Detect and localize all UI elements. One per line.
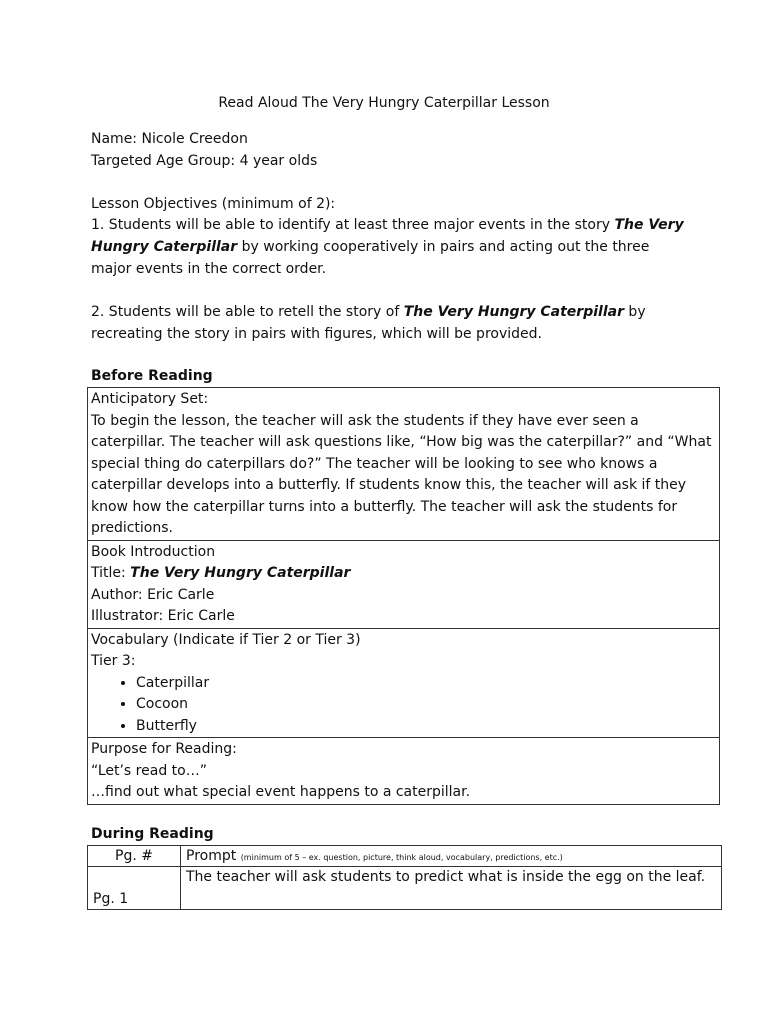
page-column-header: Pg. # bbox=[88, 846, 181, 867]
vocabulary-cell bbox=[88, 628, 719, 738]
anticipatory-set-text: To begin the lesson, the teacher will ask the students if they have ever seen a caterpillar. The teacher will ask questions like, “How big was the caterpillar?” and “What special thing do caterpillars do?” The teacher will be looking to see who knows a caterpillar develops into a butterfly. If students know this, the teacher will ask if they know how the caterpillar turns into a butterfly. The teacher will ask the students for predictions. bbox=[91, 412, 712, 536]
age-line bbox=[91, 150, 731, 172]
objective-1-book-title: The Very Hungry Caterpillar bbox=[91, 217, 684, 255]
purpose-cell bbox=[88, 737, 719, 804]
page-cell: Pg. 1 bbox=[88, 867, 181, 910]
anticipatory-set-cell bbox=[88, 388, 719, 540]
age-label: Targeted Age Group: bbox=[91, 153, 240, 169]
book-title-value: The Very Hungry Caterpillar bbox=[130, 565, 351, 581]
author-line bbox=[91, 585, 716, 607]
objective-1 bbox=[91, 214, 691, 280]
objective-2-pre: 2. Students will be able to retell the story of bbox=[91, 304, 404, 320]
name-line bbox=[91, 128, 731, 150]
before-reading-box bbox=[87, 387, 720, 805]
objective-2-post: by recreating the story in pairs with figures, which will be provided. bbox=[91, 304, 646, 342]
vocabulary-item: • Caterpillar bbox=[136, 673, 716, 695]
prompt-column-header bbox=[181, 846, 722, 867]
table-header-row bbox=[88, 846, 722, 867]
vocabulary-item: • Butterfly bbox=[136, 716, 716, 738]
prompt-header-note: (minimum of 5 – ex. question, picture, think aloud, vocabulary, predictions, etc.) bbox=[240, 853, 563, 862]
book-introduction-cell bbox=[88, 540, 719, 628]
vocabulary-label: Vocabulary (Indicate if Tier 2 or Tier 3) bbox=[91, 631, 361, 648]
anticipatory-set-label: Anticipatory Set: bbox=[91, 391, 209, 407]
objective-1-post: by working cooperatively in pairs and acting out the three major events in the correct order. bbox=[91, 239, 650, 277]
document-title: Read Aloud The Very Hungry Caterpillar Lesson bbox=[218, 95, 550, 111]
book-introduction-label: Book Introduction bbox=[91, 543, 216, 560]
objective-1-pre: 1. Students will be able to identify at least three major events in the story bbox=[91, 217, 615, 233]
illustrator-line bbox=[91, 606, 716, 628]
author-label: Author: bbox=[91, 586, 148, 603]
tier-label: Tier 3: bbox=[91, 653, 136, 669]
book-title-label: Title: bbox=[91, 565, 131, 581]
during-reading-table bbox=[87, 845, 722, 910]
name-value: Nicole Creedon bbox=[141, 131, 248, 147]
objectives-heading: Lesson Objectives (minimum of 2): bbox=[91, 196, 336, 212]
illustrator-value: Eric Carle bbox=[167, 608, 235, 624]
during-reading-heading: During Reading bbox=[91, 826, 214, 842]
prompt-cell: The teacher will ask students to predict what is inside the egg on the leaf. bbox=[181, 867, 722, 910]
table-row bbox=[88, 867, 722, 910]
vocabulary-list bbox=[91, 673, 716, 738]
prompt-header-label: Prompt bbox=[186, 848, 241, 864]
age-value: 4 year olds bbox=[239, 153, 318, 169]
purpose-line-1: “Let’s read to…” bbox=[91, 762, 207, 779]
book-title-line bbox=[91, 563, 716, 585]
author-value: Eric Carle bbox=[147, 586, 215, 603]
purpose-label: Purpose for Reading: bbox=[91, 741, 237, 757]
before-reading-heading: Before Reading bbox=[91, 368, 213, 384]
vocabulary-item: • Cocoon bbox=[136, 694, 716, 716]
name-label: Name: bbox=[91, 131, 142, 147]
objective-2-book-title: The Very Hungry Caterpillar bbox=[403, 304, 624, 320]
objective-2 bbox=[91, 301, 691, 345]
purpose-line-2: …find out what special event happens to a caterpillar. bbox=[91, 784, 471, 800]
illustrator-label: Illustrator: bbox=[91, 608, 168, 624]
